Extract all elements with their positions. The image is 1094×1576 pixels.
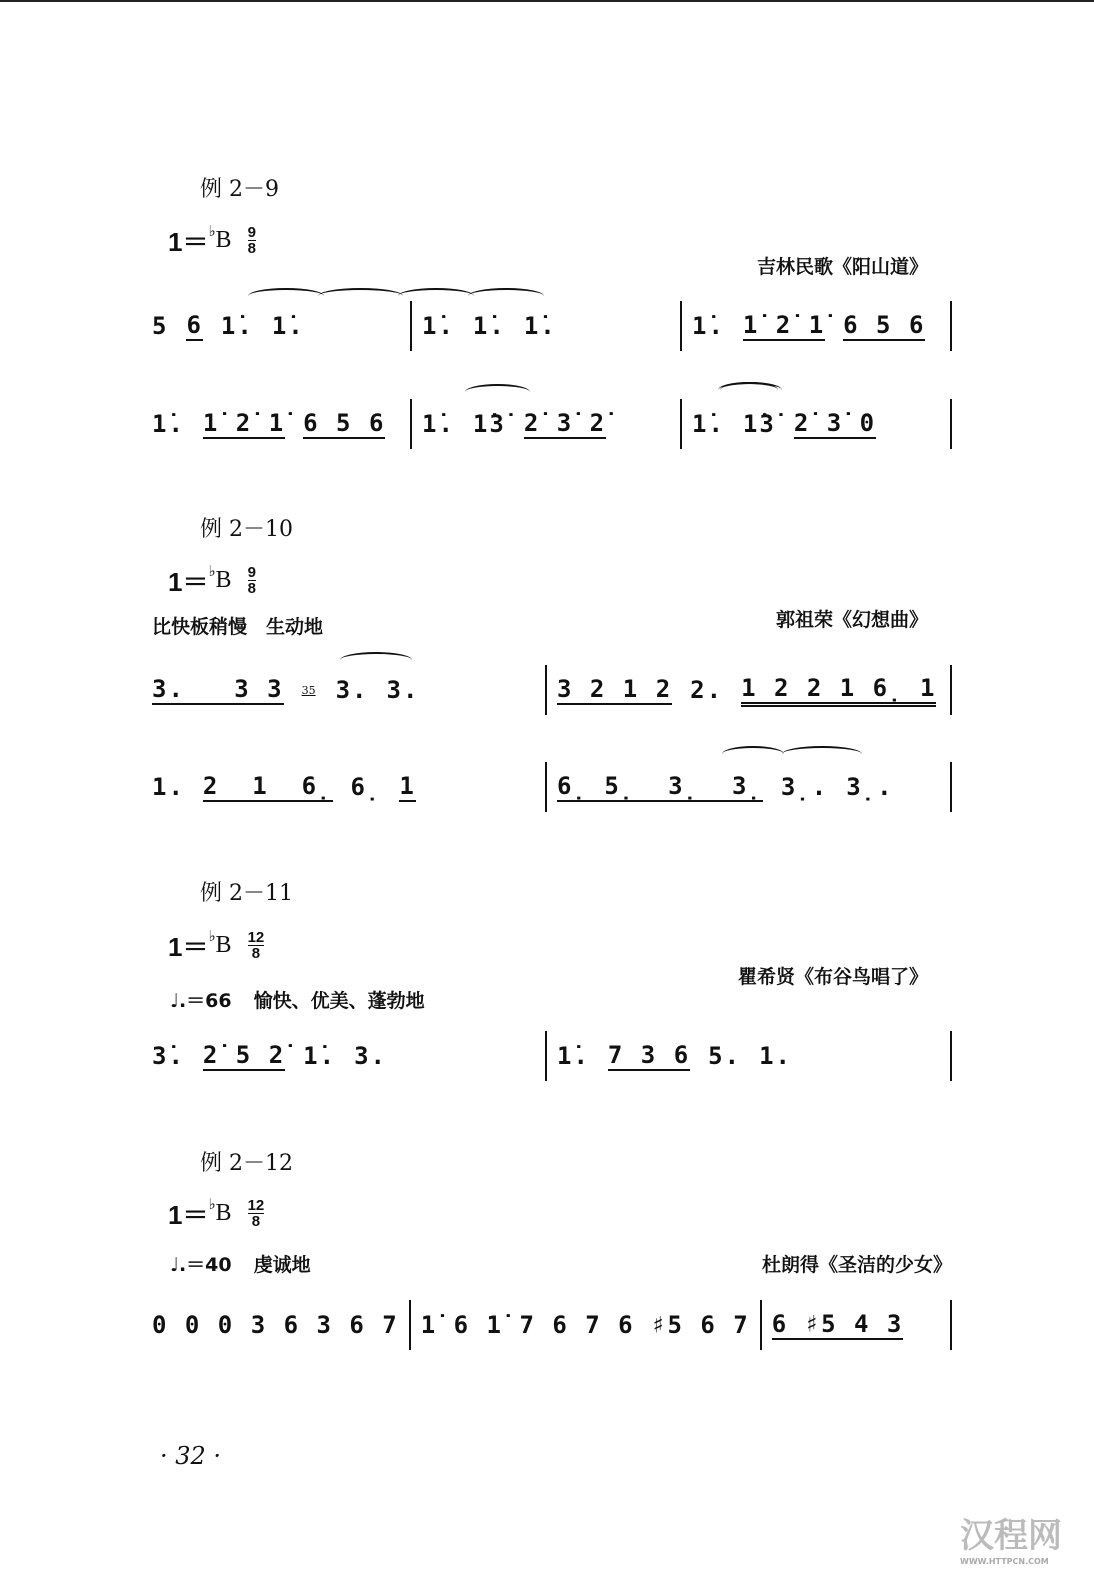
time-signature [248, 930, 265, 961]
example-label: 例 2－9 [200, 177, 279, 202]
note-group: 2̇ 3̇ 0 [793, 409, 877, 437]
key-signature [168, 1195, 264, 1232]
note-group: 3̣. [846, 773, 894, 801]
key-name: B [215, 227, 232, 253]
note-group: 3̇. [152, 1042, 185, 1070]
slur-arc [465, 384, 530, 400]
note-group: 6̣ [350, 773, 382, 801]
example-label: 例 2－12 [200, 1151, 293, 1176]
tempo-marking [170, 1250, 311, 1277]
slur-arc [340, 652, 412, 668]
note-group: 1. [152, 773, 185, 801]
watermark-url: WWW.HTTPCN.COM [960, 1557, 1049, 1566]
notation-line [152, 394, 952, 454]
note-group: 1̇. [422, 410, 455, 438]
watermark-logo [960, 1508, 1062, 1566]
slur-arc [720, 382, 782, 398]
time-numerator: 9 [247, 224, 256, 241]
top-border [0, 0, 1094, 2]
measure [547, 660, 950, 720]
note-group: 1̇ 2̇ 1̇ [202, 409, 286, 437]
notation-line [152, 757, 952, 817]
watermark-text: 汉程网 [960, 1516, 1062, 1556]
note-group: 6 [186, 311, 203, 339]
measure [682, 296, 950, 356]
notation-line [152, 660, 952, 720]
flat-sign: ♭ [208, 927, 216, 945]
flat-sign: ♭ [208, 1195, 216, 1213]
note-group: 3. [386, 676, 420, 704]
tempo-marking [152, 612, 323, 639]
time-denominator: 8 [251, 1213, 261, 1230]
note-group: 0 0 0 3 6 3 6 7 [152, 1311, 399, 1339]
measure [412, 394, 680, 454]
note-group: 1̇. [422, 312, 455, 340]
source-attribution: 吉林民歌《阳山道》 [756, 256, 928, 278]
example-label: 例 2－10 [200, 517, 293, 542]
note-group: 1̇. [303, 1042, 337, 1070]
note-group: 1̇. [523, 312, 557, 340]
note-group: 3 2 1 2 [557, 675, 673, 703]
barline [950, 665, 952, 715]
measure [682, 394, 950, 454]
time-denominator: 8 [251, 945, 261, 962]
measure [547, 757, 950, 817]
time-numerator: 9 [247, 564, 256, 581]
time-numerator: 12 [247, 1197, 265, 1214]
note-group: 1̇ 2̇ 1̇ [742, 311, 826, 339]
note-group: 6 5 6 [303, 409, 386, 437]
page-number: · 32 · [160, 1442, 222, 1470]
slur-arc [248, 288, 324, 304]
note-group: 5 [152, 312, 169, 340]
measure [152, 1026, 545, 1086]
slur-arc [468, 288, 544, 304]
tempo-note: ♩.＝40 [170, 1254, 232, 1276]
note-group: 3̣. [780, 773, 829, 801]
measure [411, 1295, 760, 1355]
key-name: B [215, 1200, 232, 1226]
measure [152, 660, 545, 720]
time-signature [248, 225, 256, 256]
measure [762, 1295, 950, 1355]
measure [152, 394, 410, 454]
time-denominator: 8 [247, 580, 256, 597]
measure [547, 1026, 950, 1086]
note-group: 1̇3̇ [742, 410, 776, 438]
note-group: 1 2 2 1 6̣ 1 [741, 674, 936, 707]
key-text: 1＝ [168, 227, 209, 257]
key-signature [168, 222, 256, 259]
note-group: 3. [354, 1042, 387, 1070]
note-group: 5. [708, 1042, 742, 1070]
notation-line [152, 1026, 952, 1086]
time-signature [248, 1198, 265, 1229]
key-name: B [215, 932, 232, 958]
note-group: 1 [399, 772, 416, 800]
key-text: 1＝ [168, 1200, 209, 1230]
time-signature [248, 565, 256, 596]
note-group: 1. [759, 1042, 792, 1070]
time-numerator: 12 [247, 929, 265, 946]
source-attribution: 杜朗得《圣洁的少女》 [761, 1254, 952, 1276]
slur-arc [398, 288, 474, 304]
note-group: 7 3 6 [607, 1041, 691, 1069]
slur-arc [318, 288, 403, 304]
slur-arc [722, 746, 784, 762]
time-denominator: 8 [247, 240, 256, 257]
source-attribution: 郭祖荣《幻想曲》 [775, 609, 928, 631]
measure [152, 296, 410, 356]
note-group: 1̇ 6 1̇ 7 6 7 6 ♯5 6 7 [420, 1311, 750, 1339]
grace-notes: 35 [301, 683, 316, 697]
slur-arc [782, 746, 862, 762]
note-group: 1̇. [271, 312, 305, 340]
measure [152, 757, 545, 817]
note-group: 2̇ 3̇ 2̇ [523, 409, 607, 437]
note-group: 1̇. [220, 312, 254, 340]
measure [412, 296, 680, 356]
example-label: 例 2－11 [200, 881, 293, 906]
barline [950, 301, 952, 351]
notation-line [152, 1295, 952, 1355]
key-name: B [215, 567, 232, 593]
tempo-text: 比快板稍慢 生动地 [152, 616, 324, 638]
note-group: 6 5 6 [843, 311, 926, 339]
note-group: 1̇. [472, 312, 506, 340]
note-group: 1̇. [557, 1042, 590, 1070]
barline [950, 1300, 952, 1350]
flat-sign: ♭ [208, 222, 216, 240]
note-group: 6 ♯5 4 3 [771, 1310, 904, 1338]
tempo-text: 愉快、优美、蓬勃地 [253, 990, 425, 1012]
note-group: 1̇. [692, 410, 725, 438]
notation-line [152, 296, 952, 356]
barline [950, 762, 952, 812]
key-text: 1＝ [168, 932, 209, 962]
tempo-marking [170, 986, 425, 1013]
note-group: 3. 3 3 [152, 675, 284, 703]
measure [152, 1295, 409, 1355]
key-signature [168, 927, 264, 964]
note-group: 2. [690, 676, 724, 704]
note-group: 1̇. [152, 410, 185, 438]
source-attribution: 瞿希贤《布谷鸟唱了》 [737, 966, 928, 988]
note-group: 3. [335, 676, 369, 704]
flat-sign: ♭ [208, 562, 216, 580]
note-group: 2 1 6̣ [202, 772, 333, 800]
key-text: 1＝ [168, 567, 209, 597]
note-group: 1̇. [692, 312, 725, 340]
tempo-note: ♩.＝66 [170, 990, 232, 1012]
note-group: 6̣ 5̣ 3̣ 3̣ [557, 772, 763, 800]
barline [950, 399, 952, 449]
key-signature [168, 562, 256, 599]
barline [950, 1031, 952, 1081]
note-group: 1̇3̇ [472, 410, 506, 438]
note-group: 2̇ 5 2̇ [202, 1041, 286, 1069]
tempo-text: 虔诚地 [253, 1254, 311, 1276]
